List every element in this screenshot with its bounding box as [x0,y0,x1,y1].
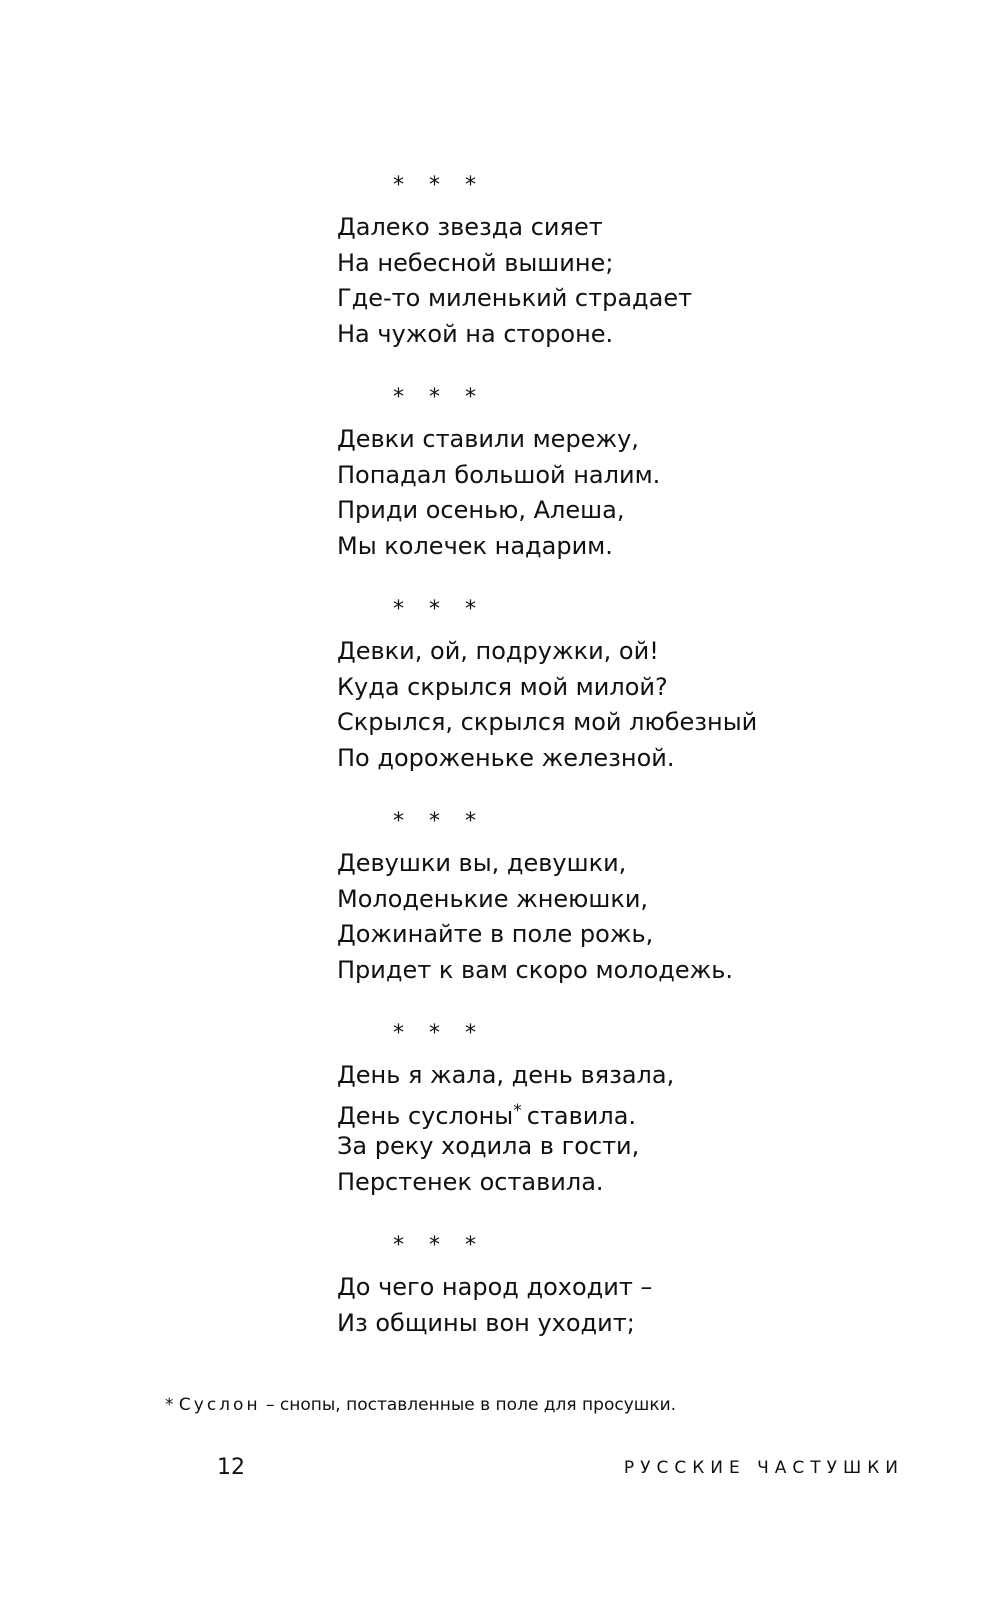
verse-line: Дожинайте в поле рожь, [337,920,654,948]
verse-line: Приди осенью, Алеша, [337,496,625,524]
verse-line: Молоденькие жнеюшки, [337,884,649,913]
running-title: РУССКИЕ ЧАСТУШКИ [623,1458,904,1478]
verse-line: Девки ставили мережу, [337,425,639,453]
footnote [165,1393,676,1417]
footnote-text: – снопы, поставленные в поле для просушки. [260,1395,677,1415]
poem-column [337,170,957,1371]
verse-line: День я жала, день вязала, [337,1061,675,1089]
footnote-mark: * [165,1395,174,1415]
verse-line: За реку ходила в гости, [337,1132,640,1160]
stanza-2 [337,382,957,564]
footnote-term: Суслон [178,1395,261,1415]
stanza-separator: * * * [393,1021,485,1046]
stanza-5 [337,1018,957,1200]
stanza-separator: * * * [393,1233,485,1258]
verse-line: Девушки вы, девушки, [337,849,627,877]
page-footer [0,1450,1000,1486]
verse-line-tail: ставила. [526,1101,637,1130]
verse-line: Из общины вон уходит; [337,1308,635,1337]
stanza-separator: * * * [393,385,485,410]
verse-line: Перстенек оставила. [337,1167,604,1196]
stanza-4 [337,806,957,988]
stanza-separator: * * * [393,809,485,834]
verse-line: До чего народ доходит – [337,1273,653,1301]
verse-line: Попадал большой налим. [337,460,661,489]
verse-line: По дороженьке железной. [337,743,675,772]
verse-line-with-footnote [337,1094,957,1130]
verse-line: Далеко звезда сияет [337,213,603,241]
verse-line: Куда скрылся мой милой? [337,672,668,701]
stanza-separator: * * * [393,597,485,622]
stanza-separator: * * * [393,173,485,198]
verse-line: Скрылся, скрылся мой любезный [337,708,758,736]
stanza-6 [337,1230,957,1341]
verse-line: Где-то миленький страдает [337,284,693,312]
verse-line: Придет к вам скоро молодежь. [337,955,734,984]
verse-line: Девки, ой, подружки, ой! [337,637,659,665]
verse-line-head: День суслоны [337,1101,514,1130]
page-number: 12 [217,1455,245,1480]
verse-line: На чужой на стороне. [337,319,614,348]
verse-line: На небесной вышине; [337,248,614,277]
stanza-1 [337,170,957,352]
stanza-3 [337,594,957,776]
footnote-reference-mark: * [513,1100,522,1121]
verse-line: Мы колечек надарим. [337,531,613,560]
